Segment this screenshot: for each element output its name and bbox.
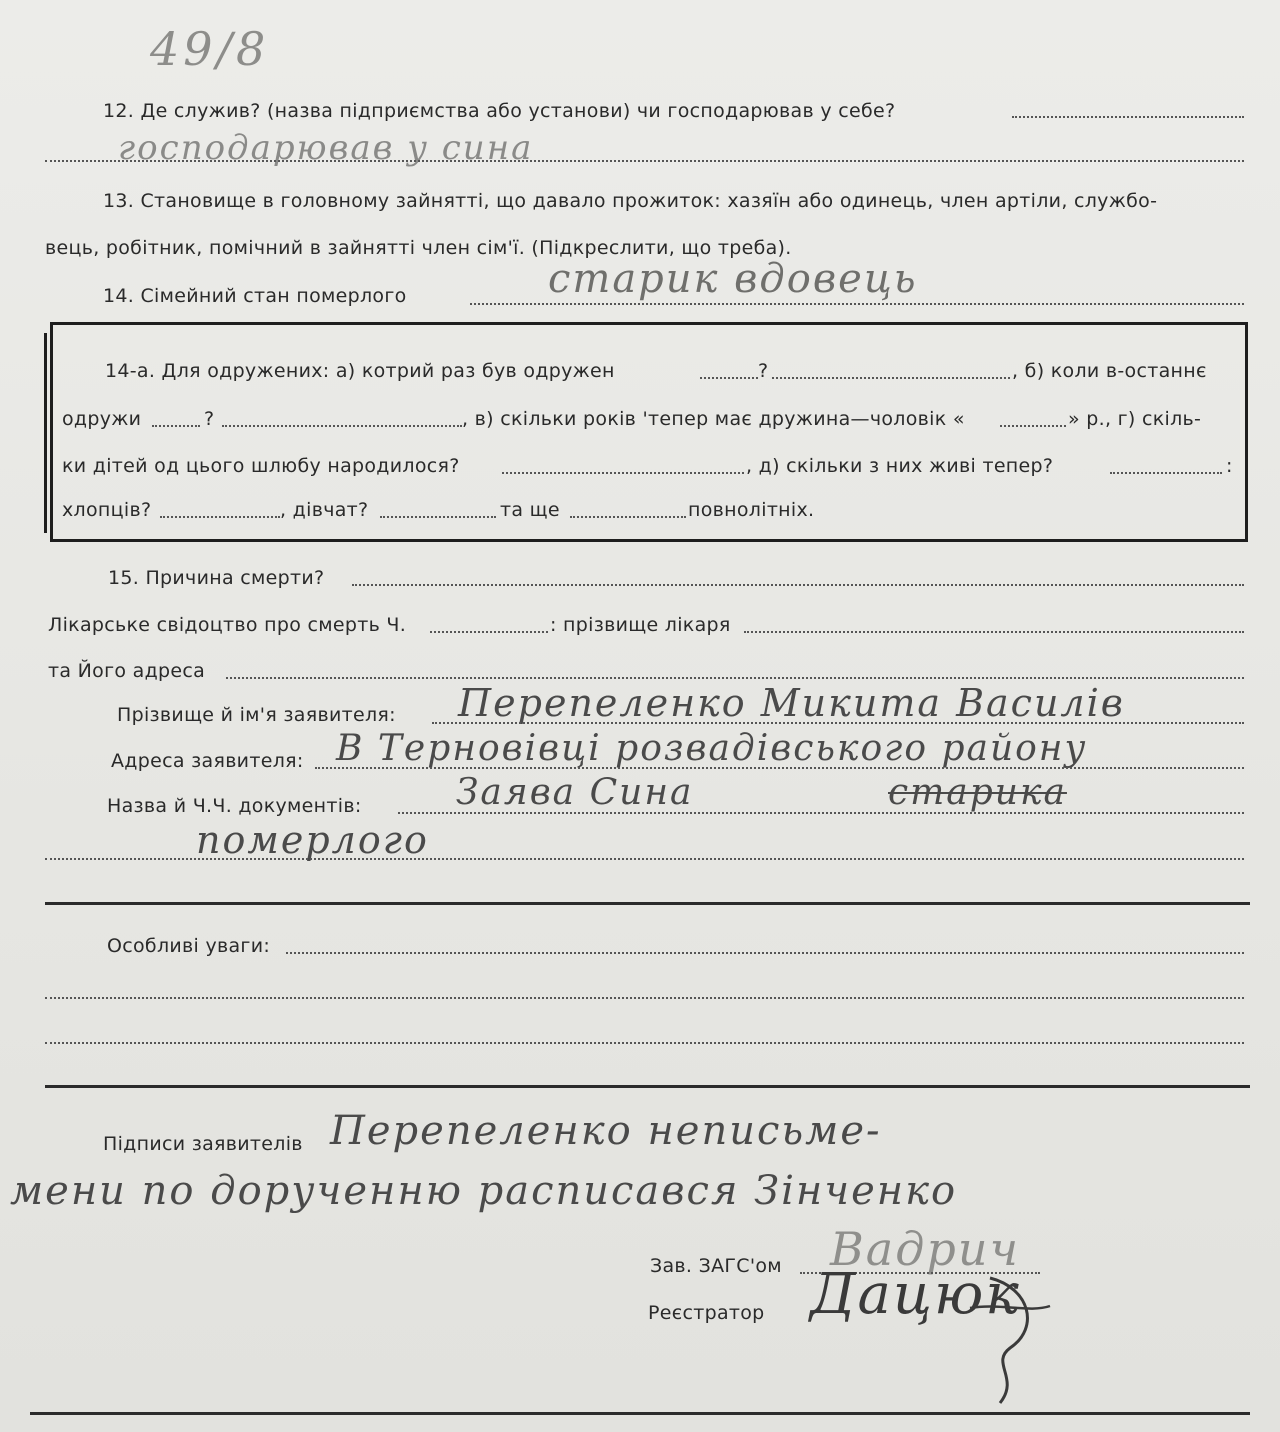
- q14a-line2-d: » р., г) скіль-: [1068, 408, 1202, 430]
- zags-signature: Вадрич: [830, 1222, 1021, 1276]
- registrar-signature-flourish: [960, 1268, 1080, 1408]
- section-divider-2: [45, 1085, 1250, 1088]
- q12-answer: господарював у сина: [118, 128, 534, 168]
- q14a-line4-dots-1: [160, 516, 280, 518]
- q14a-line3-b: , д) скільки з них живі тепер?: [746, 455, 1054, 477]
- applicant-docs-value-2: померлого: [196, 818, 429, 862]
- applicant-address-label: Адреса заявителя:: [111, 750, 304, 772]
- q14a-line1-b: ?: [758, 360, 769, 382]
- q12-answer-line: [45, 160, 1244, 162]
- q14-answer: старик вдовець: [548, 256, 918, 302]
- applicant-docs-label: Назва й Ч.Ч. документів:: [107, 795, 362, 817]
- q14a-line3-a: ки дітей од цього шлюбу народилося?: [62, 455, 460, 477]
- q14-line: [470, 303, 1244, 305]
- signatures-value-1: Перепеленко неписьме-: [330, 1108, 882, 1154]
- q14a-line2-dots-1: [152, 425, 200, 427]
- registrar-label: Реєстратор: [648, 1302, 765, 1324]
- q14a-line1-a: 14-а. Для одружених: а) котрий раз був одружен: [105, 360, 615, 382]
- notes-dots-2: [45, 997, 1244, 999]
- notes-label: Особливі уваги:: [107, 935, 271, 957]
- applicant-name-value: Перепеленко Микита Василів: [458, 681, 1125, 725]
- q14a-line4-d: повнолітніх.: [688, 499, 815, 521]
- q14a-line3-dots-2: [1110, 472, 1222, 474]
- q14a-line2-b: ?: [204, 408, 215, 430]
- q15-label: 15. Причина смерти?: [108, 567, 325, 589]
- q14a-box-edge: [44, 333, 57, 533]
- applicant-docs-dots: [398, 812, 1244, 814]
- registrar-signature: Дацюк: [810, 1262, 1021, 1327]
- q14a-line2-c: , в) скільки років 'тепер має дружина—чоловік «: [462, 408, 965, 430]
- q15-cert-dots-2: [744, 631, 1244, 633]
- q14a-line4-a: хлопців?: [62, 499, 152, 521]
- applicant-name-label: Прізвище й ім'я заявителя:: [117, 704, 396, 726]
- q14a-line4-dots-2: [380, 516, 496, 518]
- q14a-line4-c: та ще: [500, 499, 560, 521]
- notes-dots-3: [45, 1042, 1244, 1044]
- q14a-line1-dots-2: [772, 377, 1010, 379]
- q14a-line4-dots-3: [570, 516, 686, 518]
- q14a-line2-dots-2: [222, 425, 462, 427]
- q14a-line2-dots-3: [1000, 425, 1066, 427]
- q12-label: 12. Де служив? (назва підприємства або установи) чи господарював у себе?: [103, 100, 896, 122]
- section-divider-3: [30, 1412, 1250, 1415]
- q14a-line1-dots-1: [700, 377, 758, 379]
- q14-label: 14. Сімейний стан померлого: [103, 285, 407, 307]
- signatures-label: Підписи заявителів: [103, 1133, 303, 1155]
- applicant-address-dots: [315, 767, 1244, 769]
- q13-line-2: вець, робітник, помічний в зайнятті член сім'ї. (Підкреслити, що треба).: [45, 237, 792, 259]
- q15-line: [352, 584, 1244, 586]
- q13-line-1: 13. Становище в головному зайнятті, що давало прожиток: хазяїн або одинець, член артіли, службо-: [103, 190, 1158, 212]
- q15-addr: та Його адреса: [48, 660, 206, 682]
- applicant-docs-value-1: Заява Сина: [456, 772, 694, 813]
- applicant-name-dots: [432, 722, 1244, 724]
- applicant-docs-value-struck: старика: [888, 772, 1067, 813]
- q15-cert-b: : прізвище лікаря: [550, 614, 731, 636]
- q15-addr-dots: [226, 677, 1244, 679]
- applicant-docs-dots-2: [45, 858, 1244, 860]
- q14a-box: [50, 322, 1248, 542]
- notes-dots-1: [286, 952, 1244, 954]
- applicant-address-value: В Терновівці розвадівського району: [336, 728, 1088, 769]
- section-divider-1: [45, 902, 1250, 905]
- q15-cert-a: Лікарське свідоцтво про смерть Ч.: [48, 614, 407, 636]
- q14a-line4-b: , дівчат?: [280, 499, 369, 521]
- signatures-value-2: мени по дорученню расписався Зінченко: [10, 1168, 958, 1214]
- q14a-line1-c: , б) коли в-останнє: [1012, 360, 1207, 382]
- q14a-line3-c: :: [1226, 455, 1233, 477]
- q15-cert-dots-1: [430, 631, 548, 633]
- zags-label: Зав. ЗАГС'ом: [650, 1255, 782, 1277]
- q14a-line2-a: одружи: [62, 408, 142, 430]
- archive-number: 49/8: [150, 22, 270, 76]
- q12-line: [1012, 116, 1244, 118]
- q14a-line3-dots-1: [502, 472, 744, 474]
